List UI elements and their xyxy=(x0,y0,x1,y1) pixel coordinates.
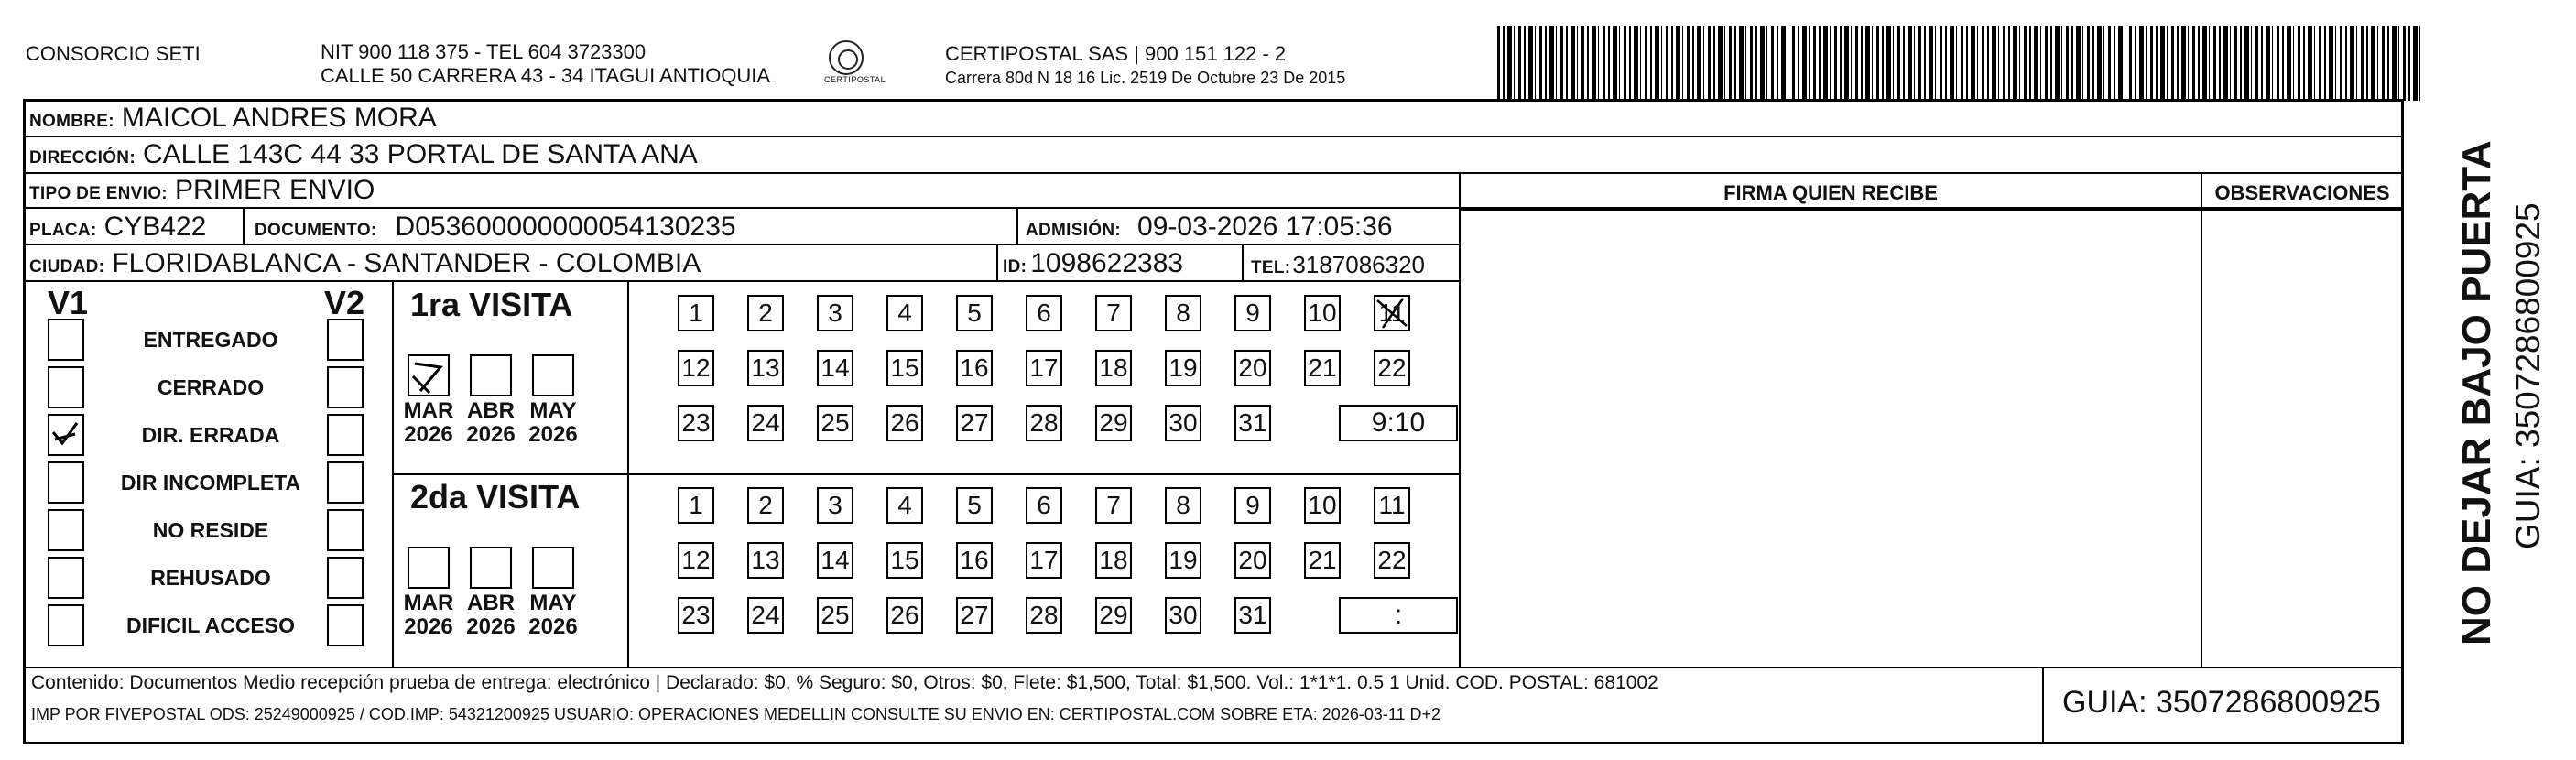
day-cell[interactable]: 16 xyxy=(956,542,993,579)
day-cell[interactable]: 28 xyxy=(1026,597,1062,634)
direccion-row xyxy=(29,139,698,170)
month-checkbox[interactable] xyxy=(408,547,450,589)
day-cell[interactable]: 29 xyxy=(1095,405,1132,441)
status-option-label: NO RESIDE xyxy=(152,518,269,542)
ciudad-value: FLORIDABLANCA - SANTANDER - COLOMBIA xyxy=(112,248,701,278)
day-cell[interactable]: 20 xyxy=(1234,542,1271,579)
documento-value: D053600000000054130235 xyxy=(395,212,736,242)
direccion-value: CALLE 143C 44 33 PORTAL DE SANTA ANA xyxy=(142,139,698,169)
day-cell[interactable]: 18 xyxy=(1095,542,1132,579)
day-cell[interactable]: 27 xyxy=(956,597,993,634)
day-cell[interactable]: 11 xyxy=(1374,487,1410,524)
day-cell[interactable]: 17 xyxy=(1026,350,1062,386)
day-cell[interactable]: 7 xyxy=(1095,295,1132,331)
month-checkbox[interactable] xyxy=(470,547,512,589)
time-field[interactable]: 9:10 xyxy=(1339,405,1458,441)
v2-checkbox[interactable] xyxy=(327,509,364,551)
check-mark-icon xyxy=(49,416,82,454)
day-cell[interactable]: 10 xyxy=(1304,487,1341,524)
month-label: MAR 2026 xyxy=(403,398,454,447)
day-cell[interactable]: 24 xyxy=(747,597,784,634)
day-cell[interactable]: 29 xyxy=(1095,597,1132,634)
id-field xyxy=(1003,248,1183,279)
tel-label: TEL: xyxy=(1251,258,1291,277)
v1-checkbox[interactable] xyxy=(48,509,84,551)
day-cell[interactable]: 9 xyxy=(1234,487,1271,524)
status-option-label: DIR. ERRADA xyxy=(141,423,280,447)
placa-value: CYB422 xyxy=(103,212,207,242)
day-cell[interactable]: 15 xyxy=(886,542,923,579)
day-cell[interactable]: 26 xyxy=(886,597,923,634)
v1-checkbox[interactable] xyxy=(48,604,84,646)
day-cell[interactable]: 25 xyxy=(817,405,853,441)
month-label: ABR 2026 xyxy=(466,591,516,639)
admision-field xyxy=(1026,212,1393,243)
day-cell[interactable]: 6 xyxy=(1026,487,1062,524)
placa-label: PLACA: xyxy=(29,221,97,240)
v2-checkbox[interactable] xyxy=(327,319,364,361)
footer-print-info: IMP POR FIVEPOSTAL ODS: 25249000925 / COD.IMP: 54321200925 USUARIO: OPERACIONES MEDELLIN CONSULTE SU ENVIO EN: CERTIPOSTAL.COM SOBRE ETA: 2026-03-11 D+2 xyxy=(31,705,1441,723)
nombre-label: NOMBRE: xyxy=(29,112,114,131)
day-cell[interactable]: 7 xyxy=(1095,487,1132,524)
day-cell[interactable]: 14 xyxy=(817,350,853,386)
status-option-label: DIFICIL ACCESO xyxy=(125,613,295,637)
month-label: ABR 2026 xyxy=(466,398,516,447)
cross-mark-icon xyxy=(1375,297,1408,330)
admision-value: 09-03-2026 17:05:36 xyxy=(1137,212,1393,242)
v2-checkbox[interactable] xyxy=(327,366,364,408)
v1-checkbox[interactable] xyxy=(48,366,84,408)
day-cell[interactable]: 12 xyxy=(678,542,714,579)
day-cell[interactable]: 19 xyxy=(1165,350,1201,386)
nombre-row xyxy=(29,103,437,134)
observaciones-header: OBSERVACIONES xyxy=(2214,181,2390,204)
month-checkbox[interactable] xyxy=(470,354,512,396)
v2-checkbox[interactable] xyxy=(327,414,364,456)
day-cell[interactable]: 25 xyxy=(817,597,853,634)
tipo-row xyxy=(29,175,375,206)
day-cell[interactable]: 31 xyxy=(1234,597,1271,634)
day-cell[interactable]: 6 xyxy=(1026,295,1062,331)
ciudad-label: CIUDAD: xyxy=(29,257,105,277)
logo-text: CERTIPOSTAL xyxy=(824,75,886,84)
certipostal-nit: CERTIPOSTAL SAS | 900 151 122 - 2 xyxy=(945,42,1287,65)
month-label: MAY 2026 xyxy=(528,398,578,447)
day-cell[interactable]: 31 xyxy=(1234,405,1271,441)
day-cell[interactable]: 2 xyxy=(747,295,784,331)
company-name: CONSORCIO SETI xyxy=(26,42,201,65)
day-cell[interactable]: 1 xyxy=(678,487,714,524)
v2-checkbox[interactable] xyxy=(327,461,364,504)
visit-title: 2da VISITA xyxy=(410,478,581,516)
day-cell[interactable]: 5 xyxy=(956,295,993,331)
day-cell[interactable]: 8 xyxy=(1165,295,1201,331)
day-cell[interactable]: 8 xyxy=(1165,487,1201,524)
tel-field xyxy=(1251,251,1425,279)
status-option-label: DIR INCOMPLETA xyxy=(120,471,301,494)
v1-header: V1 xyxy=(48,284,89,321)
license-text: Carrera 80d N 18 16 Lic. 2519 De Octubre 23 De 2015 xyxy=(945,69,1346,87)
day-cell[interactable]: 3 xyxy=(817,487,853,524)
nombre-value: MAICOL ANDRES MORA xyxy=(121,103,437,133)
day-cell[interactable]: 16 xyxy=(956,350,993,386)
documento-label: DOCUMENTO: xyxy=(255,221,377,240)
v2-header: V2 xyxy=(324,284,365,321)
day-cell[interactable]: 15 xyxy=(886,350,923,386)
footer-guia: GUIA: 3507286800925 xyxy=(2062,685,2381,720)
documento-field xyxy=(255,212,736,243)
day-cell[interactable]: 2 xyxy=(747,487,784,524)
ciudad-field xyxy=(29,248,701,279)
admision-label: ADMISIÓN: xyxy=(1026,221,1122,240)
tipo-label: TIPO DE ENVIO: xyxy=(29,184,168,203)
day-cell[interactable]: 21 xyxy=(1304,350,1341,386)
month-label: MAY 2026 xyxy=(528,591,578,639)
day-cell[interactable]: 19 xyxy=(1165,542,1201,579)
day-cell[interactable]: 20 xyxy=(1234,350,1271,386)
visit-title: 1ra VISITA xyxy=(410,286,573,323)
month-checkbox[interactable] xyxy=(532,354,574,396)
status-option-label: ENTREGADO xyxy=(143,328,278,352)
day-cell[interactable]: 30 xyxy=(1165,597,1201,634)
month-checkbox[interactable] xyxy=(408,354,450,396)
v1-checkbox[interactable] xyxy=(48,319,84,361)
time-field[interactable]: : xyxy=(1339,597,1458,634)
id-value: 1098622383 xyxy=(1030,248,1184,278)
day-cell[interactable]: 23 xyxy=(678,405,714,441)
v1-checkbox[interactable] xyxy=(48,414,84,456)
tipo-value: PRIMER ENVIO xyxy=(174,175,375,205)
side-guia: GUIA: 3507286800925 xyxy=(2509,202,2547,549)
company-address: CALLE 50 CARRERA 43 - 34 ITAGUI ANTIOQUIA xyxy=(321,64,771,87)
day-cell[interactable]: 1 xyxy=(678,295,714,331)
day-cell[interactable]: 5 xyxy=(956,487,993,524)
day-cell[interactable]: 24 xyxy=(747,405,784,441)
day-cell[interactable]: 9 xyxy=(1234,295,1271,331)
month-checkbox[interactable] xyxy=(532,547,574,589)
v1-checkbox[interactable] xyxy=(48,557,84,599)
day-cell[interactable]: 10 xyxy=(1304,295,1341,331)
barcode-icon xyxy=(1497,26,2422,101)
month-label: MAR 2026 xyxy=(403,591,454,639)
firma-header: FIRMA QUIEN RECIBE xyxy=(1723,181,1938,204)
day-cell[interactable]: 21 xyxy=(1304,542,1341,579)
day-cell[interactable]: 23 xyxy=(678,597,714,634)
day-cell[interactable]: 26 xyxy=(886,405,923,441)
day-cell[interactable]: 27 xyxy=(956,405,993,441)
day-cell[interactable]: 17 xyxy=(1026,542,1062,579)
day-cell[interactable]: 28 xyxy=(1026,405,1062,441)
nit-tel: NIT 900 118 375 - TEL 604 3723300 xyxy=(321,40,647,63)
day-cell[interactable]: 12 xyxy=(678,350,714,386)
day-cell[interactable]: 11 xyxy=(1374,295,1410,331)
status-option-label: REHUSADO xyxy=(150,566,271,590)
day-cell[interactable]: 4 xyxy=(886,295,923,331)
id-label: ID: xyxy=(1003,257,1027,277)
day-cell[interactable]: 14 xyxy=(817,542,853,579)
placa-field xyxy=(29,212,206,243)
side-warning: NO DEJAR BAJO PUERTA xyxy=(2454,140,2499,646)
direccion-label: DIRECCIÓN: xyxy=(29,148,136,168)
day-cell[interactable]: 13 xyxy=(747,350,784,386)
v2-checkbox[interactable] xyxy=(327,557,364,599)
v2-checkbox[interactable] xyxy=(327,604,364,646)
status-option-label: CERRADO xyxy=(157,375,265,399)
footer-content: Contenido: Documentos Medio recepción prueba de entrega: electrónico | Declarado: $0, % Seguro: $0, Otros: $0, Flete: $1,500, Total: $1,500. Vol.: 1*1*1. 0.5 1 Unid. COD. POSTAL: 681002 xyxy=(31,672,1658,693)
day-cell[interactable]: 22 xyxy=(1374,542,1410,579)
check-mark-icon xyxy=(409,356,448,395)
certipostal-logo-icon xyxy=(829,40,864,75)
v1-checkbox[interactable] xyxy=(48,461,84,504)
day-cell[interactable]: 30 xyxy=(1165,405,1201,441)
day-cell[interactable]: 22 xyxy=(1374,350,1410,386)
day-cell[interactable]: 13 xyxy=(747,542,784,579)
day-cell[interactable]: 18 xyxy=(1095,350,1132,386)
day-cell[interactable]: 4 xyxy=(886,487,923,524)
day-cell[interactable]: 3 xyxy=(817,295,853,331)
tel-value: 3187086320 xyxy=(1292,251,1426,278)
